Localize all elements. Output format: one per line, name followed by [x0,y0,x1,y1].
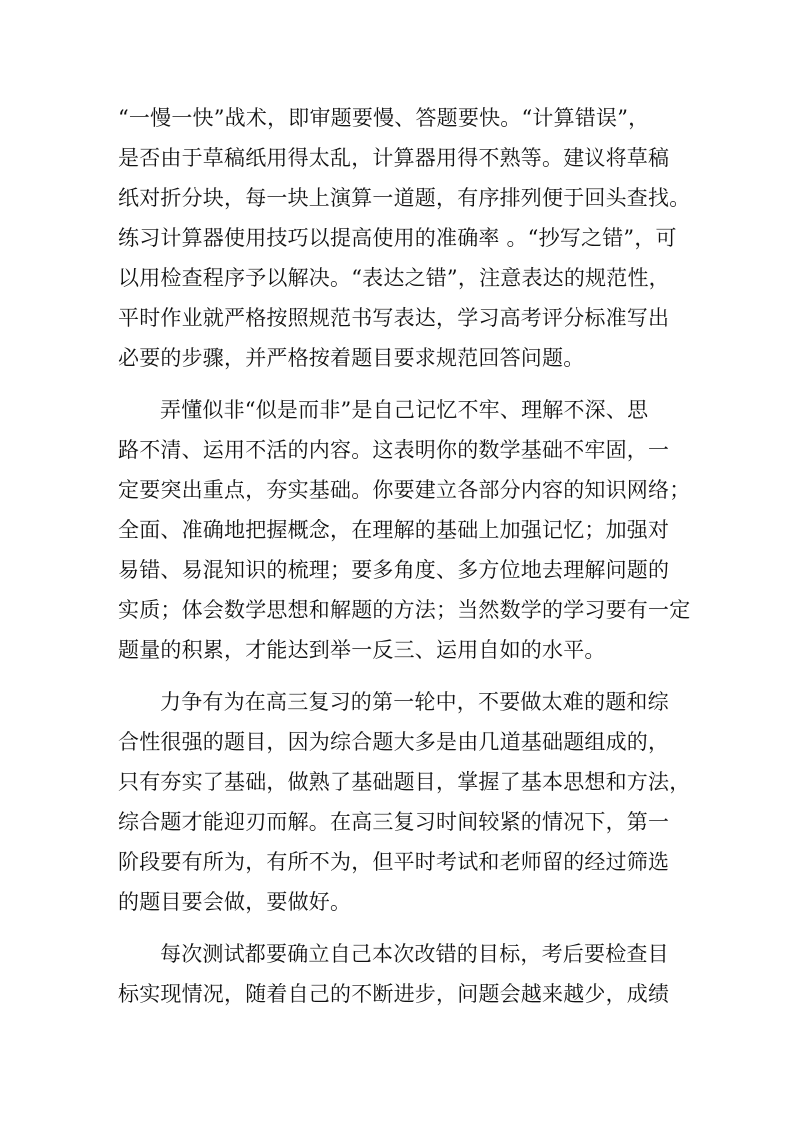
text-line: 平时作业就严格按照规范书写表达，学习高考评分标准写出 [118,306,670,330]
text-line: 是否由于草稿纸用得太乱，计算器用得不熟等。建议将草稿 [118,146,670,170]
text-line: 易错、易混知识的梳理；要多角度、多方位地去理解问题的 [118,558,670,582]
text-line: 练习计算器使用技巧以提高使用的准确率 。“抄写之错”，可 [118,226,677,250]
text-line: 只有夯实了基础，做熟了基础题目，掌握了基本思想和方法， [118,770,691,794]
text-line: 标实现情况，随着自己的不断进步，问题会越来越少，成绩 [118,982,670,1006]
text-line: “一慢一快”战术，即审题要慢、答题要快。“计算错误”， [118,106,650,130]
text-line: 实质；体会数学思想和解题的方法；当然数学的学习要有一定 [118,598,691,622]
text-line: 综合题才能迎刃而解。在高三复习时间较紧的情况下，第一 [118,810,670,834]
text-line: 必要的步骤，并严格按着题目要求规范回答问题。 [118,346,585,370]
paragraph-first-line: 每次测试都要确立自己本次改错的目标，考后要检查目 [160,942,669,966]
text-line: 纸对折分块，每一块上演算一道题，有序排列便于回头查找。 [118,186,691,210]
text-line: 题量的积累，才能达到举一反三、运用自如的水平。 [118,638,606,662]
text-line: 的题目要会做，要做好。 [118,890,352,914]
text-line: 定要突出重点，夯实基础。你要建立各部分内容的知识网络； [118,478,691,502]
text-line: 全面、准确地把握概念，在理解的基础上加强记忆；加强对 [118,518,670,542]
text-line: 合性很强的题目，因为综合题大多是由几道基础题组成的， [118,730,670,754]
text-line: 路不清、运用不活的内容。这表明你的数学基础不牢固，一 [118,438,670,462]
paragraph-first-line: 力争有为在高三复习的第一轮中，不要做太难的题和综 [160,690,669,714]
paragraph-first-line: 弄懂似非“似是而非”是自己记忆不牢、理解不深、思 [160,398,649,422]
text-line: 阶段要有所为，有所不为，但平时考试和老师留的经过筛选 [118,850,670,874]
text-line: 以用检查程序予以解决。“表达之错”，注意表达的规范性， [118,266,670,290]
